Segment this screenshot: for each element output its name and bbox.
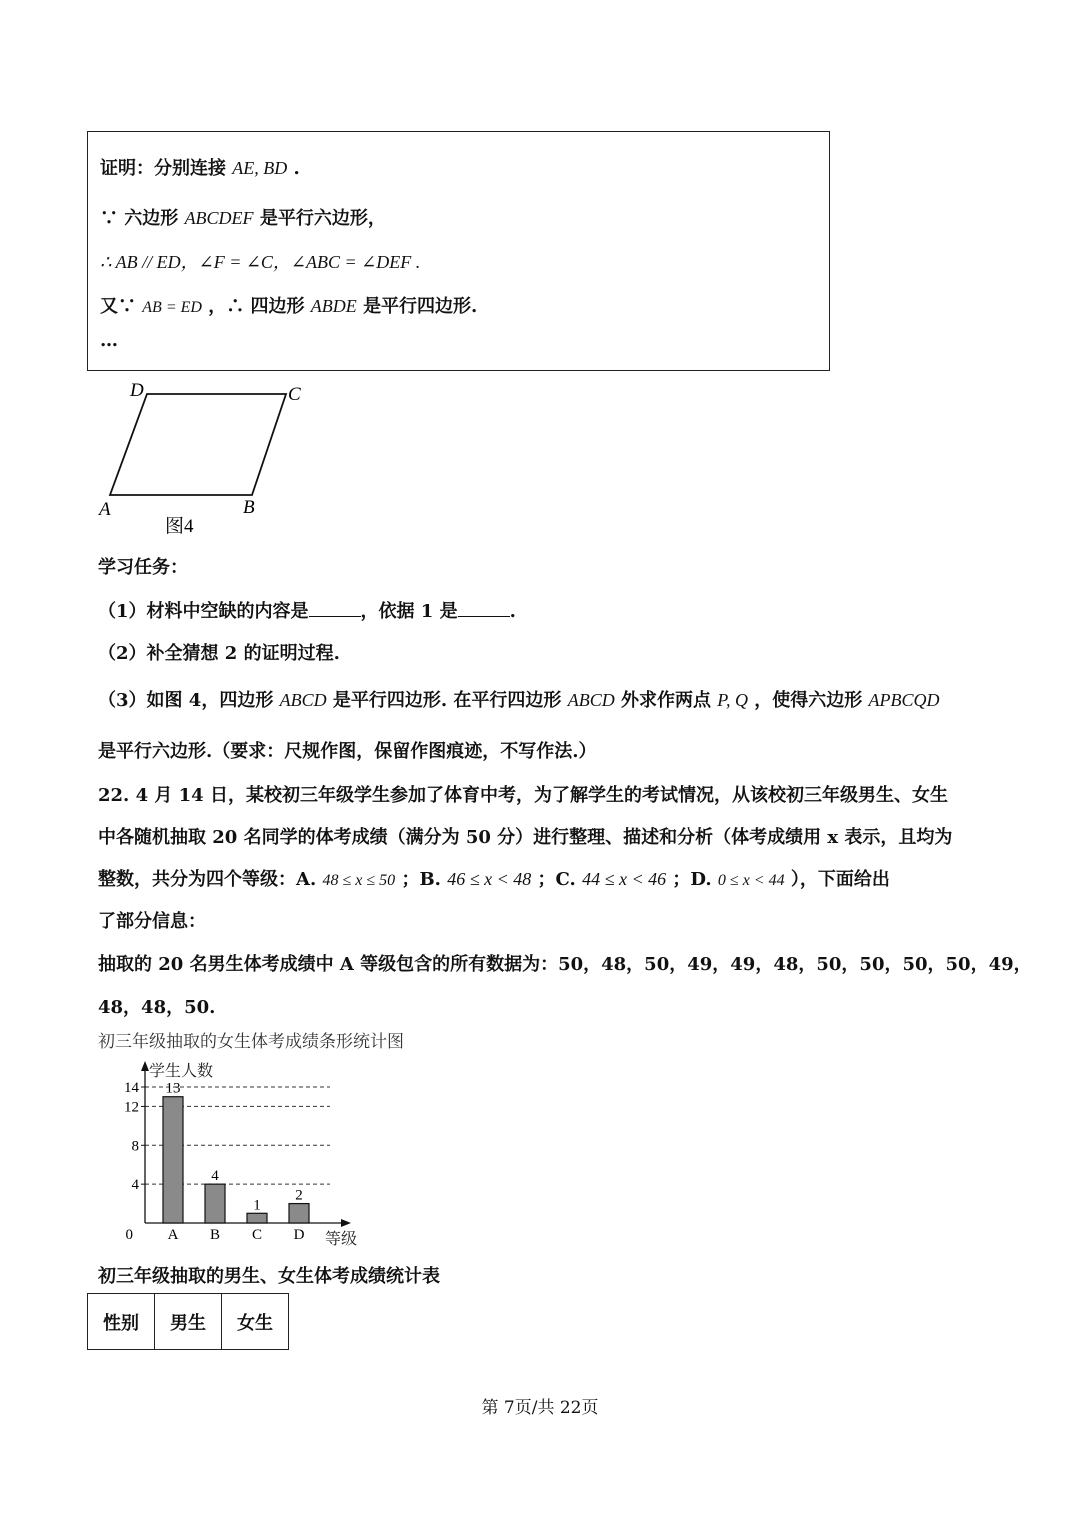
q22-line-6: 48，48，50. bbox=[98, 997, 216, 1018]
proof-line-4: 又∵ AB = ED ，∴ 四边形 ABDE 是平行四边形. bbox=[100, 296, 478, 317]
data-label-C: 1 bbox=[253, 1197, 261, 1214]
q22-line-5: 抽取的 20 名男生体考成绩中 A 等级包含的所有数据为：50，48，50，49，49，48，50，50，50，50，49， bbox=[98, 954, 1032, 975]
x-axis-title: 等级 bbox=[325, 1229, 358, 1248]
y-tick-label-8: 8 bbox=[131, 1138, 139, 1155]
q22-line-3: 整数，共分为四个等级：A. 48 ≤ x ≤ 50 ；B. 46 ≤ x < 48 ；C. 44 ≤ x < 46 ；D. 0 ≤ x < 44 ），下面给出 bbox=[98, 869, 890, 890]
data-label-D: 2 bbox=[295, 1187, 303, 1204]
task-3: （3）如图 4，四边形 ABCD 是平行四边形. 在平行四边形 ABCD 外求作两点 P, Q ，使得六边形 APBCQD bbox=[98, 690, 940, 711]
y-axis-title: 学生人数 bbox=[149, 1061, 214, 1080]
task-2: （2）补全猜想 2 的证明过程. bbox=[98, 643, 340, 664]
y-tick-label-4: 4 bbox=[131, 1177, 139, 1194]
proof-line-2: ∵ 六边形 ABCDEF 是平行六边形， bbox=[100, 208, 386, 229]
label-a: A bbox=[99, 499, 111, 520]
x-axis-arrow bbox=[341, 1219, 351, 1227]
data-label-A: 13 bbox=[165, 1080, 181, 1097]
y-axis-arrow bbox=[141, 1061, 149, 1071]
data-label-B: 4 bbox=[211, 1168, 219, 1185]
q22-line-2: 中各随机抽取 20 名同学的体考成绩（满分为 50 分）进行整理、描述和分析（体考成绩用 x 表示，且均为 bbox=[98, 827, 953, 848]
parallelogram-abcd bbox=[110, 394, 286, 495]
q22-line-4: 了部分信息： bbox=[98, 911, 206, 932]
y-tick-label-14: 14 bbox=[124, 1080, 139, 1096]
label-d: D bbox=[130, 380, 144, 401]
y-tick-label-0: 0 bbox=[125, 1227, 133, 1243]
x-tick-label-A: A bbox=[167, 1227, 179, 1243]
task-3-cont: 是平行六边形.（要求：尺规作图，保留作图痕迹，不写作法.） bbox=[98, 741, 597, 762]
x-tick-label-B: B bbox=[209, 1227, 221, 1243]
bar-C bbox=[247, 1213, 267, 1223]
table-title: 初三年级抽取的男生、女生体考成绩统计表 bbox=[98, 1266, 440, 1287]
proof-line-3: ∴ AB // ED，∠F = ∠C，∠ABC = ∠DEF . bbox=[100, 252, 421, 272]
bar-A bbox=[163, 1097, 183, 1223]
chart-title: 初三年级抽取的女生体考成绩条形统计图 bbox=[98, 1032, 404, 1052]
label-c: C bbox=[288, 384, 301, 405]
blank-2 bbox=[458, 600, 510, 617]
table-header-gender: 性别 bbox=[88, 1294, 155, 1350]
page-footer: 第 7页/共 22页 bbox=[481, 1398, 599, 1418]
table-row bbox=[88, 1294, 289, 1350]
label-b: B bbox=[243, 497, 255, 518]
figure-caption: 图4 bbox=[165, 516, 194, 537]
figure-4 bbox=[90, 376, 320, 541]
proof-box bbox=[87, 131, 830, 371]
y-tick-label-12: 12 bbox=[124, 1099, 139, 1116]
x-tick-label-C: C bbox=[251, 1227, 263, 1243]
table-header-male: 男生 bbox=[155, 1294, 222, 1350]
x-tick-label-D: D bbox=[293, 1227, 305, 1243]
bar-B bbox=[205, 1184, 225, 1223]
tasks-heading: 学习任务： bbox=[98, 557, 188, 578]
blank-1 bbox=[309, 600, 361, 617]
q22-line-1: 22. 4 月 14 日，某校初三年级学生参加了体育中考，为了解学生的考试情况，从该校初三年级男生、女生 bbox=[98, 785, 948, 806]
proof-line-5: … bbox=[100, 330, 118, 351]
bar-chart bbox=[95, 1055, 375, 1255]
task-1: （1）材料中空缺的内容是 ，依据 1 是 . bbox=[98, 601, 516, 622]
proof-line-1: 证明：分别连接 AE, BD . bbox=[100, 158, 300, 179]
stats-table bbox=[87, 1293, 289, 1350]
bar-D bbox=[289, 1204, 309, 1223]
table-header-female: 女生 bbox=[222, 1294, 289, 1350]
